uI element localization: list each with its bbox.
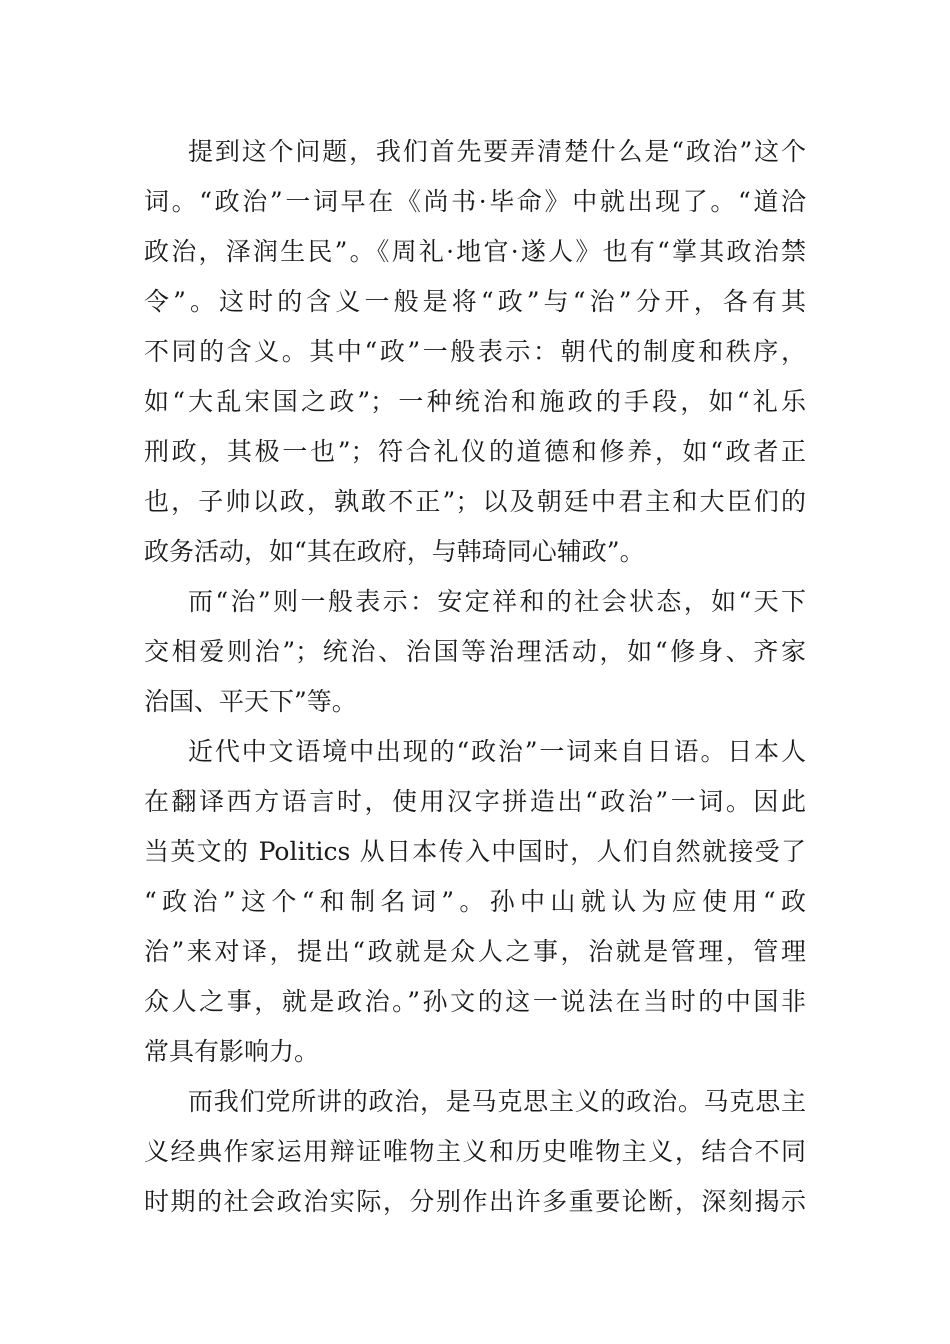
text-line: 词。“政治”一词早在《尚书·毕命》中就出现了。“道洽: [144, 187, 806, 216]
text-line: 义经典作家运用辩证唯物主义和历史唯物主义，结合不同: [144, 1137, 806, 1166]
paragraph-3: [144, 727, 806, 1077]
paragraph-2: [144, 577, 806, 727]
text-line: 时期的社会政治实际，分别作出许多重要论断，深刻揭示: [144, 1187, 806, 1216]
text-line: 常具有影响力。: [144, 1037, 320, 1066]
text-line: 而我们党所讲的政治，是马克思主义的政治。马克思主: [188, 1087, 806, 1116]
text-line: 治国、平天下”等。: [144, 687, 357, 716]
text-line: 当英文的 Politics 从日本传入中国时，人们自然就接受了: [144, 837, 806, 866]
text-line: 也，子帅以政，孰敢不正”；以及朝廷中君主和大臣们的: [144, 487, 806, 516]
text-line: 提到这个问题，我们首先要弄清楚什么是“政治”这个: [188, 137, 806, 166]
text-line: 近代中文语境中出现的“政治”一词来自日语。日本人: [188, 737, 806, 766]
paragraph-1: [144, 127, 806, 577]
text-line: “政治”这个“和制名词”。孙中山就认为应使用“政: [144, 887, 806, 916]
paragraph-4: [144, 1077, 806, 1227]
text-line: 政治，泽润生民”。《周礼·地官·遂人》也有“掌其政治禁: [144, 237, 806, 266]
text-line: 众人之事，就是政治。”孙文的这一说法在当时的中国非: [144, 987, 806, 1016]
text-line: 刑政，其极一也”；符合礼仪的道德和修养，如“政者正: [144, 437, 806, 466]
text-line: 交相爱则治”；统治、治国等治理活动，如“修身、齐家: [144, 637, 806, 666]
text-line: 而“治”则一般表示：安定祥和的社会状态，如“天下: [188, 587, 806, 616]
text-line: 如“大乱宋国之政”；一种统治和施政的手段，如“礼乐: [144, 387, 806, 416]
text-line: 不同的含义。其中“政”一般表示：朝代的制度和秩序，: [144, 337, 806, 366]
text-line: 令”。这时的含义一般是将“政”与“治”分开，各有其: [144, 287, 806, 316]
document-body: [144, 127, 806, 1227]
text-line: 在翻译西方语言时，使用汉字拼造出“政治”一词。因此: [144, 787, 806, 816]
text-line: 政务活动，如“其在政府，与韩琦同心辅政”。: [144, 537, 645, 566]
text-line: 治”来对译，提出“政就是众人之事，治就是管理，管理: [144, 937, 806, 966]
